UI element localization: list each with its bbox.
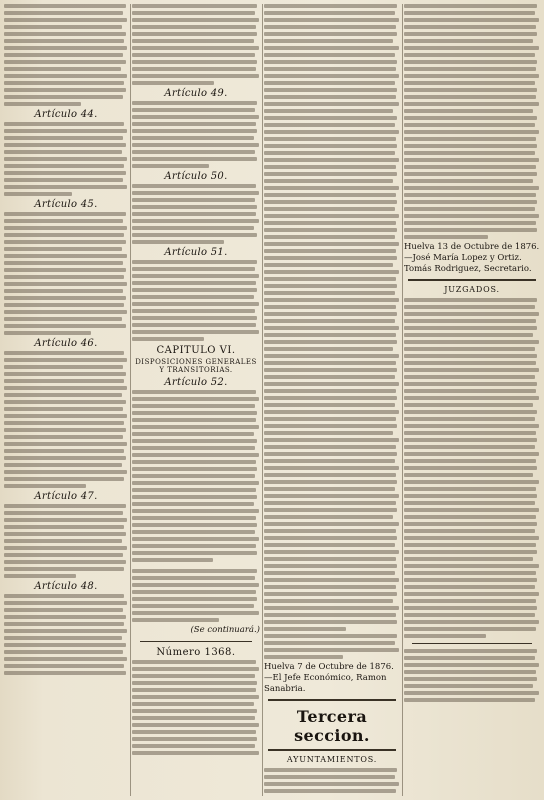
article-body xyxy=(4,351,128,488)
article-body xyxy=(132,390,260,562)
article-body xyxy=(404,4,540,239)
column-1 xyxy=(4,4,128,796)
article-heading: Artículo 52. xyxy=(164,377,228,388)
divider xyxy=(412,643,532,644)
article-heading: Artículo 50. xyxy=(164,171,228,182)
divider xyxy=(408,279,536,281)
article-body xyxy=(4,212,128,335)
chapter-subheading: DISPOSICIONES GENERALES Y TRANSITORIAS. xyxy=(135,358,257,374)
column-divider xyxy=(262,4,263,796)
article-heading: Artículo 44. xyxy=(34,109,98,120)
divider xyxy=(268,749,396,751)
article-body xyxy=(4,594,128,675)
article-heading: Artículo 45. xyxy=(34,199,98,210)
chapter-heading: CAPITULO VI. xyxy=(156,345,236,356)
column-3 xyxy=(264,4,400,796)
section-subtitle: AYUNTAMIENTOS. xyxy=(286,755,378,764)
article-body xyxy=(4,4,128,106)
article-heading: Artículo 49. xyxy=(164,88,228,99)
notice-number: Número 1368. xyxy=(156,647,236,658)
article-body xyxy=(132,260,260,341)
section-title: Tercera seccion. xyxy=(294,707,370,745)
column-4 xyxy=(404,4,540,796)
article-heading: Artículo 46. xyxy=(34,338,98,349)
article-body xyxy=(4,504,128,578)
column-divider xyxy=(130,4,131,796)
article-heading: Artículo 47. xyxy=(34,491,98,502)
article-body xyxy=(264,4,400,631)
article-body xyxy=(264,768,400,796)
article-body xyxy=(132,569,260,622)
divider xyxy=(140,641,252,642)
column-divider xyxy=(402,4,403,796)
article-body xyxy=(132,660,260,755)
column-2 xyxy=(132,4,260,796)
article-body xyxy=(132,184,260,244)
article-heading: Artículo 48. xyxy=(34,581,98,592)
article-body xyxy=(132,4,260,85)
continuation-note: (Se continuará.) xyxy=(190,625,260,635)
article-body xyxy=(404,298,540,638)
signature: Huelva 7 de Octubre de 1876. —El Jefe Económico, Ramon Sanabria. xyxy=(264,662,394,694)
section-subtitle: JUZGADOS. xyxy=(444,285,500,294)
article-heading: Artículo 51. xyxy=(164,247,228,258)
article-body xyxy=(4,122,128,196)
signature: Huelva 13 de Octubre de 1876. —José María Lopez y Ortiz. Tomás Rodriguez, Secretario. xyxy=(404,242,540,274)
article-body xyxy=(404,649,540,702)
divider xyxy=(268,699,396,701)
article-body xyxy=(264,634,400,659)
article-body xyxy=(132,101,260,168)
